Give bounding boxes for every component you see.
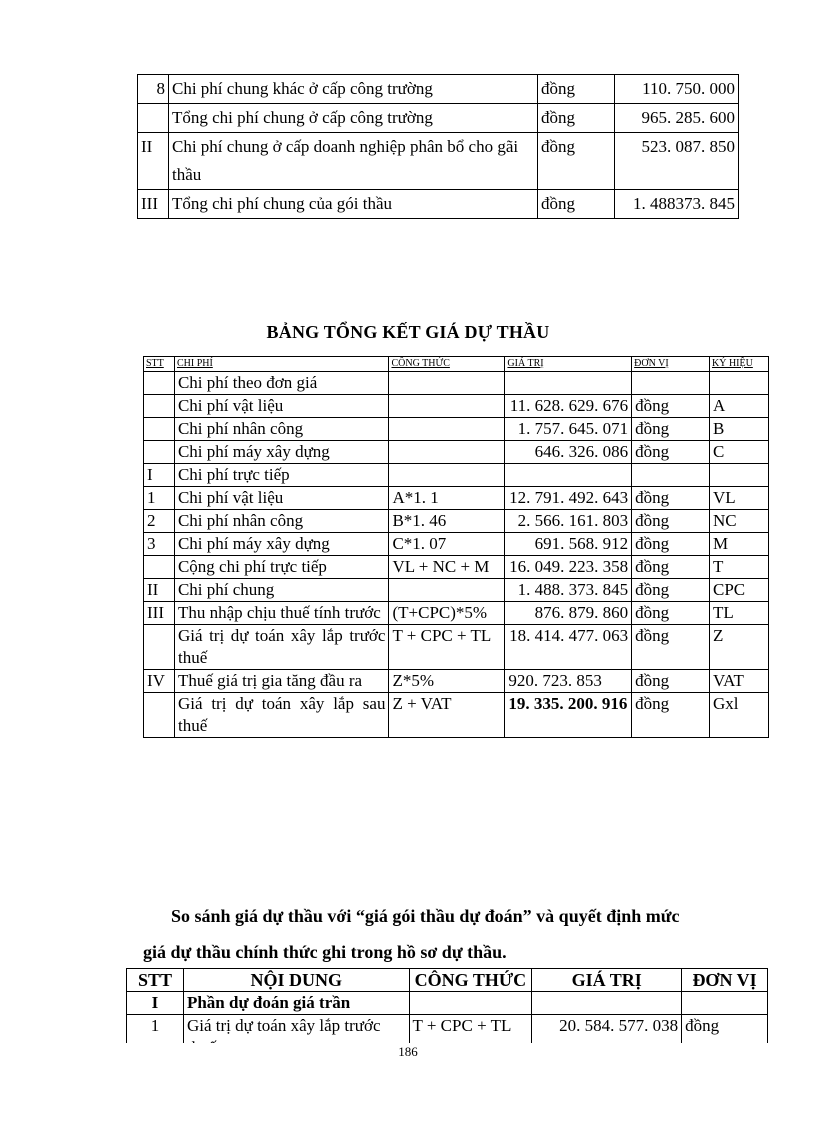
symbol-cell: VAT (710, 670, 769, 693)
value-cell: 11. 628. 629. 676 (505, 395, 632, 418)
table-row (144, 556, 769, 579)
symbol-cell (710, 464, 769, 487)
value-cell: 2. 566. 161. 803 (505, 510, 632, 533)
value-cell: 523. 087. 850 (615, 133, 739, 190)
formula-cell: T + CPC + TL (389, 625, 505, 670)
content-cell: Chi phí trực tiếp (174, 464, 389, 487)
content-cell: Cộng chi phí trực tiếp (174, 556, 389, 579)
formula-cell (409, 992, 532, 1015)
symbol-cell: Gxl (710, 693, 769, 738)
formula-cell: C*1. 07 (389, 533, 505, 556)
table-row (138, 75, 739, 104)
page-title: BẢNG TỔNG KẾT GIÁ DỰ THẦU (266, 322, 550, 342)
paragraph-line: giá dự thầu chính thức ghi trong hồ sơ dự thầu. (143, 942, 507, 962)
table-row (127, 992, 768, 1015)
symbol-cell: Z (710, 625, 769, 670)
stt-cell: I (127, 992, 184, 1015)
unit-cell: đồng (632, 510, 710, 533)
column-header: ĐƠN VỊ (682, 969, 768, 992)
symbol-cell: NC (710, 510, 769, 533)
unit-cell: đồng (538, 190, 615, 219)
page-number: 186 (398, 1044, 418, 1059)
table-row (144, 693, 769, 738)
unit-cell: đồng (632, 395, 710, 418)
paragraph-line: So sánh giá dự thầu với “giá gói thầu dự đoán” và quyết định mức (171, 906, 680, 926)
formula-cell (389, 441, 505, 464)
table-row (144, 441, 769, 464)
unit-cell (632, 372, 710, 395)
formula-cell: Z*5% (389, 670, 505, 693)
formula-cell: Z + VAT (389, 693, 505, 738)
table-row (144, 602, 769, 625)
value-cell: 1. 488373. 845 (615, 190, 739, 219)
value-cell: 16. 049. 223. 358 (505, 556, 632, 579)
symbol-cell: M (710, 533, 769, 556)
column-header: GIÁ TRỊ (532, 969, 682, 992)
column-header: STT (127, 969, 184, 992)
content-cell: Tổng chi phí chung ở cấp công trường (169, 104, 538, 133)
comparison-paragraph (143, 898, 768, 970)
table-header-row (144, 357, 769, 372)
content-cell: Chi phí vật liệu (174, 487, 389, 510)
content-cell: Thu nhập chịu thuế tính trước (174, 602, 389, 625)
stt-cell (144, 441, 175, 464)
formula-cell (389, 418, 505, 441)
stt-cell: 1 (127, 1015, 184, 1060)
formula-cell (389, 395, 505, 418)
formula-cell: (T+CPC)*5% (389, 602, 505, 625)
formula-cell (389, 579, 505, 602)
content-cell: Giá trị dự toán xây lắp trước (183, 1015, 409, 1060)
stt-cell (144, 372, 175, 395)
column-header: ĐƠN VỊ (632, 357, 710, 372)
content-cell: Phần dự đoán giá trần (183, 992, 409, 1015)
unit-cell: đồng (632, 579, 710, 602)
value-cell: 691. 568. 912 (505, 533, 632, 556)
unit-cell: đồng (632, 670, 710, 693)
stt-cell: II (138, 133, 169, 190)
unit-cell: đồng (632, 418, 710, 441)
formula-cell: VL + NC + M (389, 556, 505, 579)
column-header: GIÁ TRỊ (505, 357, 632, 372)
unit-cell: đồng (632, 693, 710, 738)
stt-cell (144, 418, 175, 441)
table-row (144, 464, 769, 487)
table-row (144, 670, 769, 693)
value-cell: 965. 285. 600 (615, 104, 739, 133)
content-cell: Chi phí máy xây dựng (174, 441, 389, 464)
table-row (144, 487, 769, 510)
column-header: STT (144, 357, 175, 372)
symbol-cell: CPC (710, 579, 769, 602)
column-header: CÔNG THỨC (409, 969, 532, 992)
symbol-cell: TL (710, 602, 769, 625)
table-row (138, 133, 739, 190)
stt-cell (138, 104, 169, 133)
table-row (144, 510, 769, 533)
value-cell (505, 372, 632, 395)
table-header-row (127, 969, 768, 992)
value-cell: 12. 791. 492. 643 (505, 487, 632, 510)
value-cell: 19. 335. 200. 916 (505, 693, 632, 738)
stt-cell: 1 (144, 487, 175, 510)
column-header: NỘI DUNG (183, 969, 409, 992)
value-cell: 18. 414. 477. 063 (505, 625, 632, 670)
column-header: CÔNG THỨC (389, 357, 505, 372)
unit-cell: đồng (682, 1015, 768, 1060)
stt-cell: IV (144, 670, 175, 693)
stt-cell: 8 (138, 75, 169, 104)
column-header: CHI PHÍ (174, 357, 389, 372)
stt-cell: 2 (144, 510, 175, 533)
value-cell: 110. 750. 000 (615, 75, 739, 104)
table-row (144, 418, 769, 441)
unit-cell (632, 464, 710, 487)
table-row (144, 372, 769, 395)
stt-cell: III (144, 602, 175, 625)
general-cost-table (137, 74, 739, 219)
table-row (144, 533, 769, 556)
symbol-cell: T (710, 556, 769, 579)
table-row (144, 625, 769, 670)
formula-cell: B*1. 46 (389, 510, 505, 533)
unit-cell: đồng (632, 533, 710, 556)
content-cell: Thuế giá trị gia tăng đầu ra (174, 670, 389, 693)
unit-cell: đồng (538, 133, 615, 190)
unit-cell: đồng (632, 441, 710, 464)
table-row (138, 190, 739, 219)
content-cell: Chi phí máy xây dựng (174, 533, 389, 556)
unit-cell: đồng (538, 104, 615, 133)
content-cell: Giá trị dự toán xây lắp sau thuế (174, 693, 389, 738)
value-cell (505, 464, 632, 487)
value-cell: 1. 757. 645. 071 (505, 418, 632, 441)
table-row (144, 579, 769, 602)
stt-cell: III (138, 190, 169, 219)
table-row (144, 395, 769, 418)
stt-cell (144, 625, 175, 670)
content-cell: Chi phí nhân công (174, 510, 389, 533)
content-cell: Chi phí nhân công (174, 418, 389, 441)
unit-cell (682, 992, 768, 1015)
value-cell: 1. 488. 373. 845 (505, 579, 632, 602)
content-cell: Chi phí theo đơn giá (174, 372, 389, 395)
symbol-cell: A (710, 395, 769, 418)
table-row (138, 104, 739, 133)
unit-cell: đồng (632, 625, 710, 670)
content-cell: Chi phí chung khác ở cấp công trường (169, 75, 538, 104)
formula-cell (389, 372, 505, 395)
bid-summary-table (143, 356, 769, 738)
content-cell: Giá trị dự toán xây lắp trước thuế (174, 625, 389, 670)
formula-cell: A*1. 1 (389, 487, 505, 510)
stt-cell (144, 395, 175, 418)
content-cell: Chi phí vật liệu (174, 395, 389, 418)
content-cell: Tổng chi phí chung của gói thầu (169, 190, 538, 219)
symbol-cell: B (710, 418, 769, 441)
value-cell: 20. 584. 577. 038 (532, 1015, 682, 1060)
symbol-cell (710, 372, 769, 395)
value-cell: 876. 879. 860 (505, 602, 632, 625)
formula-cell (389, 464, 505, 487)
value-cell (532, 992, 682, 1015)
content-cell: Chi phí chung ở cấp doanh nghiệp phân bổ cho gãi thầu (169, 133, 538, 190)
stt-cell (144, 556, 175, 579)
value-cell: 920. 723. 853 (505, 670, 632, 693)
unit-cell: đồng (632, 602, 710, 625)
stt-cell: 3 (144, 533, 175, 556)
stt-cell: I (144, 464, 175, 487)
stt-cell: II (144, 579, 175, 602)
unit-cell: đồng (632, 556, 710, 579)
value-cell: 646. 326. 086 (505, 441, 632, 464)
symbol-cell: C (710, 441, 769, 464)
stt-cell (144, 693, 175, 738)
unit-cell: đồng (538, 75, 615, 104)
column-header: KÝ HIỆU (710, 357, 769, 372)
content-cell: Chi phí chung (174, 579, 389, 602)
unit-cell: đồng (632, 487, 710, 510)
symbol-cell: VL (710, 487, 769, 510)
formula-cell: T + CPC + TL (409, 1015, 532, 1060)
